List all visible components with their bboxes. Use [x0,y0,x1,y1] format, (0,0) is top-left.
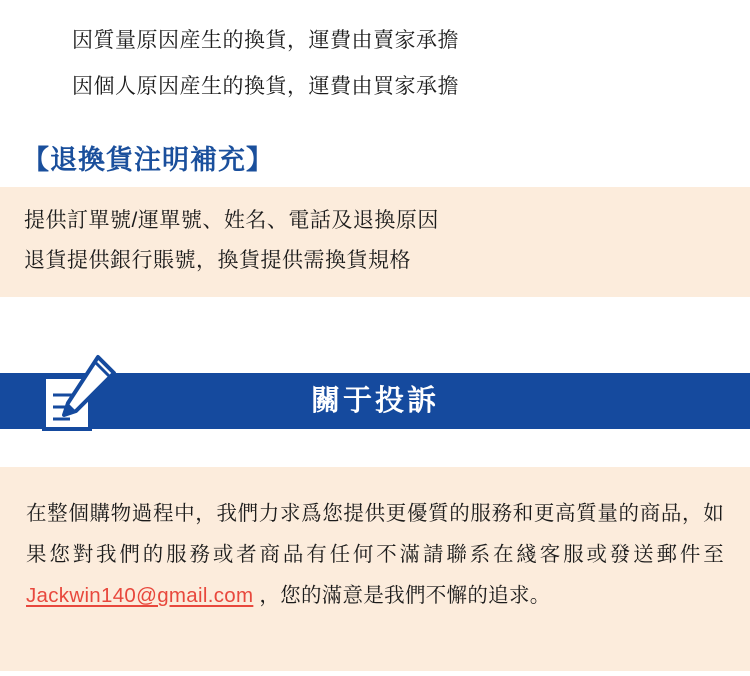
support-email-link[interactable]: Jackwin140@gmail.com [26,584,254,607]
complaint-body-text [26,493,724,616]
policy-lines [0,0,750,110]
policy-line-2: 因個人原因産生的換貨，運費由買家承擔 [72,75,459,98]
complaint-body-block [0,467,750,671]
policy-line-1: 因質量原因産生的換貨，運費由賣家承擔 [72,29,459,52]
return-note-line-2: 退貨提供銀行賬號，換貨提供需換貨規格 [24,249,411,272]
return-note-line-1: 提供訂單號/運單號、姓名、電話及退換原因 [24,209,439,232]
complaint-banner [0,351,750,437]
pencil-edit-icon [38,351,122,437]
complaint-text-part2: ，您的滿意是我們不懈的追求。 [253,584,551,607]
return-note-heading: 【退換貨注明補充】 [22,145,274,175]
banner-title: 關于投訴 [310,385,439,417]
complaint-text-part1: 在整個購物過程中，我們力求爲您提供更優質的服務和更高質量的商品，如果您對我們的服務或者商品有任何不滿請聯系在綫客服或發送郵件至 [26,502,724,566]
return-note-block [0,187,750,297]
